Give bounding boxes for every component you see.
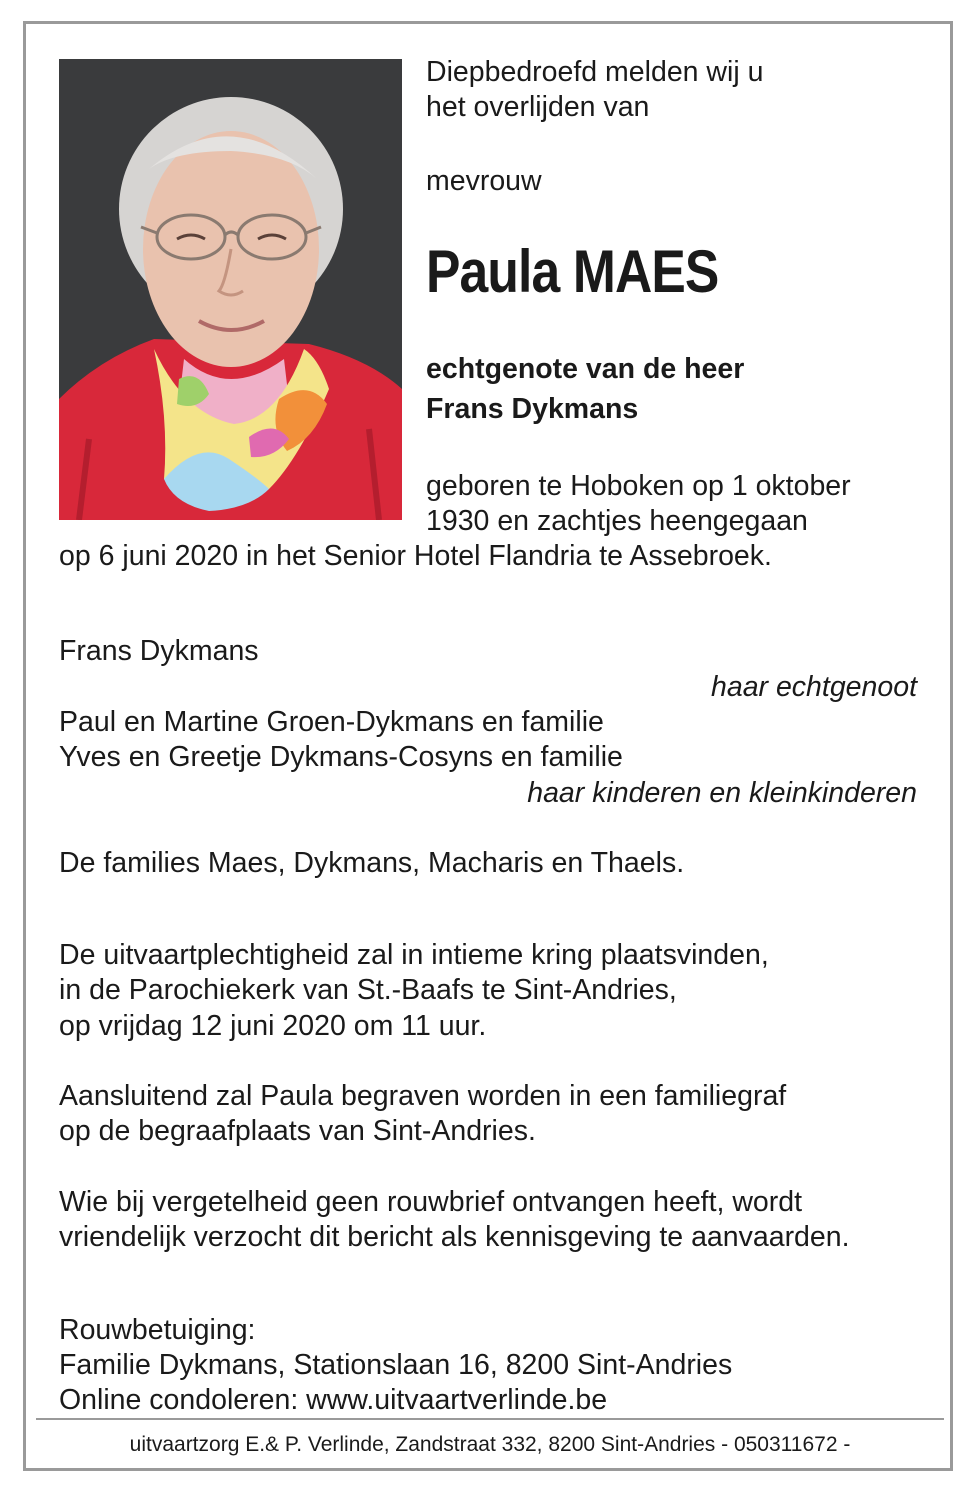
funeral-line-3: op vrijdag 12 juni 2020 om 11 uur.: [59, 1010, 487, 1042]
intro-line-1: Diepbedroefd melden wij u: [426, 56, 764, 88]
deceased-name: Paula MAES: [426, 238, 719, 305]
condolences-online: Online condoleren: www.uitvaartverlinde.be: [59, 1384, 608, 1416]
spouse-line-2: Frans Dykmans: [426, 393, 639, 425]
death-line: op 6 juni 2020 in het Senior Hotel Flandria te Assebroek.: [59, 540, 772, 572]
child-1: Paul en Martine Groen-Dykmans en familie: [59, 706, 604, 738]
notice-line-1: Wie bij vergetelheid geen rouwbrief ontvangen heeft, wordt: [59, 1186, 803, 1218]
families-line: De families Maes, Dykmans, Macharis en Thaels.: [59, 847, 685, 879]
notice-line-2: vriendelijk verzocht dit bericht als kennisgeving te aanvaarden.: [59, 1221, 850, 1253]
portrait-photo: [59, 59, 402, 520]
birth-line-2: 1930 en zachtjes heengegaan: [426, 505, 808, 537]
footer-funeral-home: uitvaartzorg E.& P. Verlinde, Zandstraat 332, 8200 Sint-Andries - 050311672 -: [129, 1433, 851, 1456]
birth-line-1: geboren te Hoboken op 1 oktober: [426, 470, 851, 502]
child-2: Yves en Greetje Dykmans-Cosyns en familie: [59, 741, 623, 773]
husband-name: Frans Dykmans: [59, 635, 259, 667]
burial-line-1: Aansluitend zal Paula begraven worden in een familiegraf: [59, 1080, 787, 1112]
husband-role: haar echtgenoot: [711, 671, 917, 703]
condolences-heading: Rouwbetuiging:: [59, 1314, 256, 1346]
burial-line-2: op de begraafplaats van Sint-Andries.: [59, 1115, 536, 1147]
funeral-line-2: in de Parochiekerk van St.-Baafs te Sint-Andries,: [59, 974, 677, 1006]
honorific: mevrouw: [426, 165, 542, 197]
intro-line-2: het overlijden van: [426, 91, 650, 123]
funeral-line-1: De uitvaartplechtigheid zal in intieme kring plaatsvinden,: [59, 939, 769, 971]
children-role: haar kinderen en kleinkinderen: [527, 777, 917, 809]
spouse-line-1: echtgenote van de heer: [426, 353, 745, 385]
footer-divider: [36, 1418, 944, 1420]
condolences-address: Familie Dykmans, Stationslaan 16, 8200 Sint-Andries: [59, 1349, 733, 1381]
